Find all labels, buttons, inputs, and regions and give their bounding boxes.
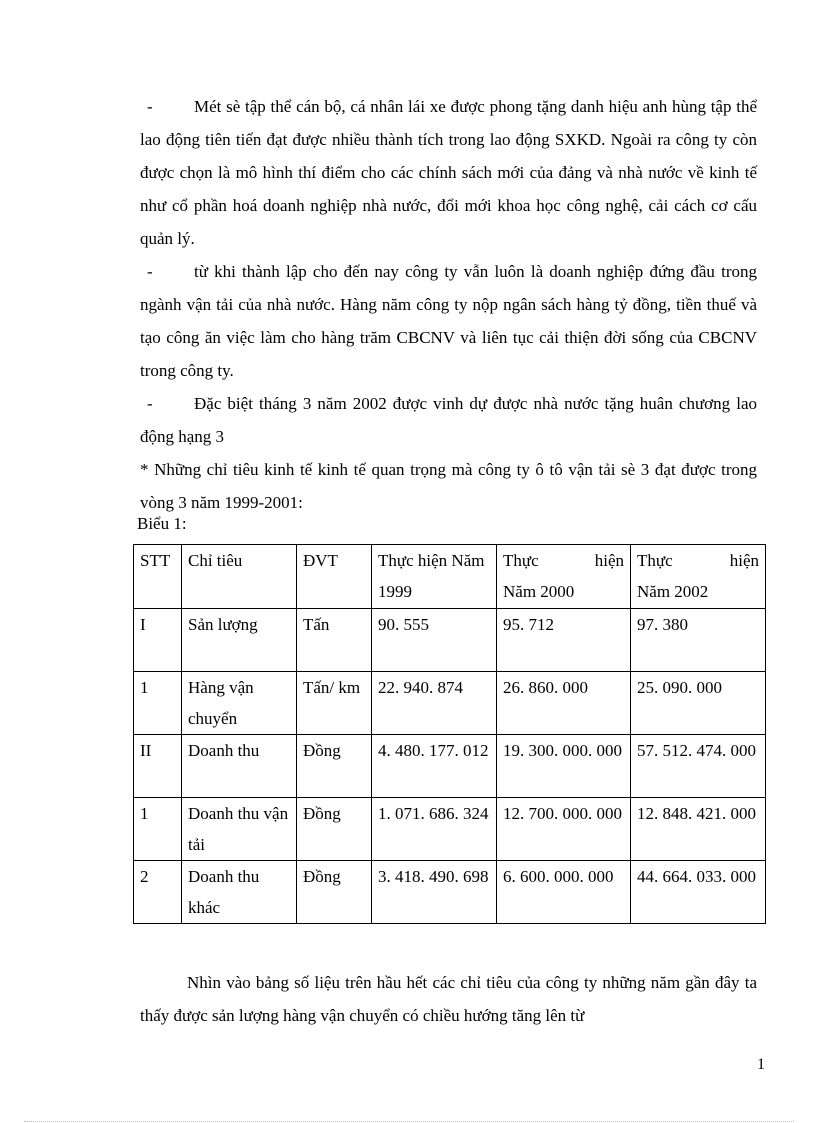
paragraph-4: * Những chỉ tiêu kinh tế kinh tế quan trọng mà công ty ô tô vận tải sè 3 đạt được trong vòng 3 năm 1999-2001: xyxy=(140,460,757,512)
header-year-2000-line2: Năm 2000 xyxy=(503,582,575,601)
cell-y3: 12. 848. 421. 000 xyxy=(631,798,766,861)
cell-y1: 3. 418. 490. 698 xyxy=(372,861,497,924)
cell-dvt: Tấn xyxy=(297,609,372,672)
table-row xyxy=(134,798,766,861)
paragraph-2-text: từ khi thành lập cho đến nay công ty vẫn luôn là doanh nghiệp đứng đầu trong ngành vận tải của nhà nước. Hàng năm công ty nộp ngân sách hàng tỷ đồng, tiền thuế và tạo công ăn việc làm cho hàng trăm CBCNV và liên tục cải thiện đời sống của CBCNV trong công ty. xyxy=(140,262,757,380)
header-year-2002-line2: Năm 2002 xyxy=(637,582,709,601)
cell-chi-tieu: Hàng vận chuyển xyxy=(182,672,297,735)
bullet-dash: - xyxy=(147,262,153,281)
table-header-row xyxy=(134,545,766,609)
header-year-2002 xyxy=(631,545,766,609)
cell-y3: 57. 512. 474. 000 xyxy=(631,735,766,798)
header-dvt: ĐVT xyxy=(297,545,372,609)
cell-y1: 1. 071. 686. 324 xyxy=(372,798,497,861)
cell-y1: 4. 480. 177. 012 xyxy=(372,735,497,798)
cell-y2: 95. 712 xyxy=(497,609,631,672)
cell-stt: I xyxy=(134,609,182,672)
header-year-1999: Thực hiện Năm 1999 xyxy=(372,545,497,609)
page-number: 1 xyxy=(757,1056,765,1073)
cell-y2: 19. 300. 000. 000 xyxy=(497,735,631,798)
cell-y2: 26. 860. 000 xyxy=(497,672,631,735)
cell-y3: 44. 664. 033. 000 xyxy=(631,861,766,924)
cell-y1: 22. 940. 874 xyxy=(372,672,497,735)
header-chi-tieu: Chỉ tiêu xyxy=(182,545,297,609)
cell-stt: 2 xyxy=(134,861,182,924)
header-word: hiện xyxy=(594,551,624,570)
header-stt: STT xyxy=(134,545,182,609)
header-word: Thực xyxy=(503,551,539,570)
cell-y3: 97. 380 xyxy=(631,609,766,672)
cell-chi-tieu: Sản lượng xyxy=(182,609,297,672)
paragraph-2 xyxy=(140,255,757,387)
cell-dvt: Đồng xyxy=(297,735,372,798)
cell-chi-tieu: Doanh thu vận tải xyxy=(182,798,297,861)
body-text-bottom xyxy=(140,966,757,1032)
cell-chi-tieu: Doanh thu khác xyxy=(182,861,297,924)
paragraph-1 xyxy=(140,90,757,255)
cell-y2: 6. 600. 000. 000 xyxy=(497,861,631,924)
table-row xyxy=(134,609,766,672)
table-row xyxy=(134,672,766,735)
cell-chi-tieu: Doanh thu xyxy=(182,735,297,798)
closing-paragraph: Nhìn vào bảng số liệu trên hầu hết các chỉ tiêu của công ty những năm gần đây ta thấy được sản lượng hàng vận chuyển có chiều hướng tăng lên từ xyxy=(140,973,757,1025)
cell-dvt: Tấn/ km xyxy=(297,672,372,735)
paragraph-1-text: Mét sè tập thể cán bộ, cá nhân lái xe được phong tặng danh hiệu anh hùng tập thể lao động tiên tiến đạt được nhiều thành tích trong lao động SXKD. Ngoài ra công ty còn được chọn là mô hình thí điểm cho các chính sách mới của đảng và nhà nước về kinh tế như cổ phần hoá doanh nghiệp nhà nước, đổi mới khoa học công nghệ, cải cách cơ cấu quản lý. xyxy=(140,97,757,248)
body-text-top xyxy=(140,90,757,519)
header-year-2002-line1 xyxy=(637,545,759,576)
header-year-2000 xyxy=(497,545,631,609)
bullet-dash: - xyxy=(147,394,153,413)
cell-stt: II xyxy=(134,735,182,798)
cell-y2: 12. 700. 000. 000 xyxy=(497,798,631,861)
header-word: Thực xyxy=(637,551,673,570)
table-row xyxy=(134,861,766,924)
bullet-dash: - xyxy=(147,97,153,116)
header-year-2000-line1 xyxy=(503,545,624,576)
cell-stt: 1 xyxy=(134,672,182,735)
cell-y1: 90. 555 xyxy=(372,609,497,672)
cell-dvt: Đồng xyxy=(297,798,372,861)
page-bottom-border xyxy=(24,1121,794,1122)
paragraph-3 xyxy=(140,387,757,453)
indicator-table xyxy=(133,544,766,924)
cell-dvt: Đồng xyxy=(297,861,372,924)
header-word: hiện xyxy=(729,551,759,570)
table-caption: Biểu 1: xyxy=(137,514,187,533)
cell-y3: 25. 090. 000 xyxy=(631,672,766,735)
paragraph-3-text: Đặc biệt tháng 3 năm 2002 được vinh dự được nhà nước tặng huân chương lao động hạng 3 xyxy=(140,394,757,446)
table-row xyxy=(134,735,766,798)
cell-stt: 1 xyxy=(134,798,182,861)
